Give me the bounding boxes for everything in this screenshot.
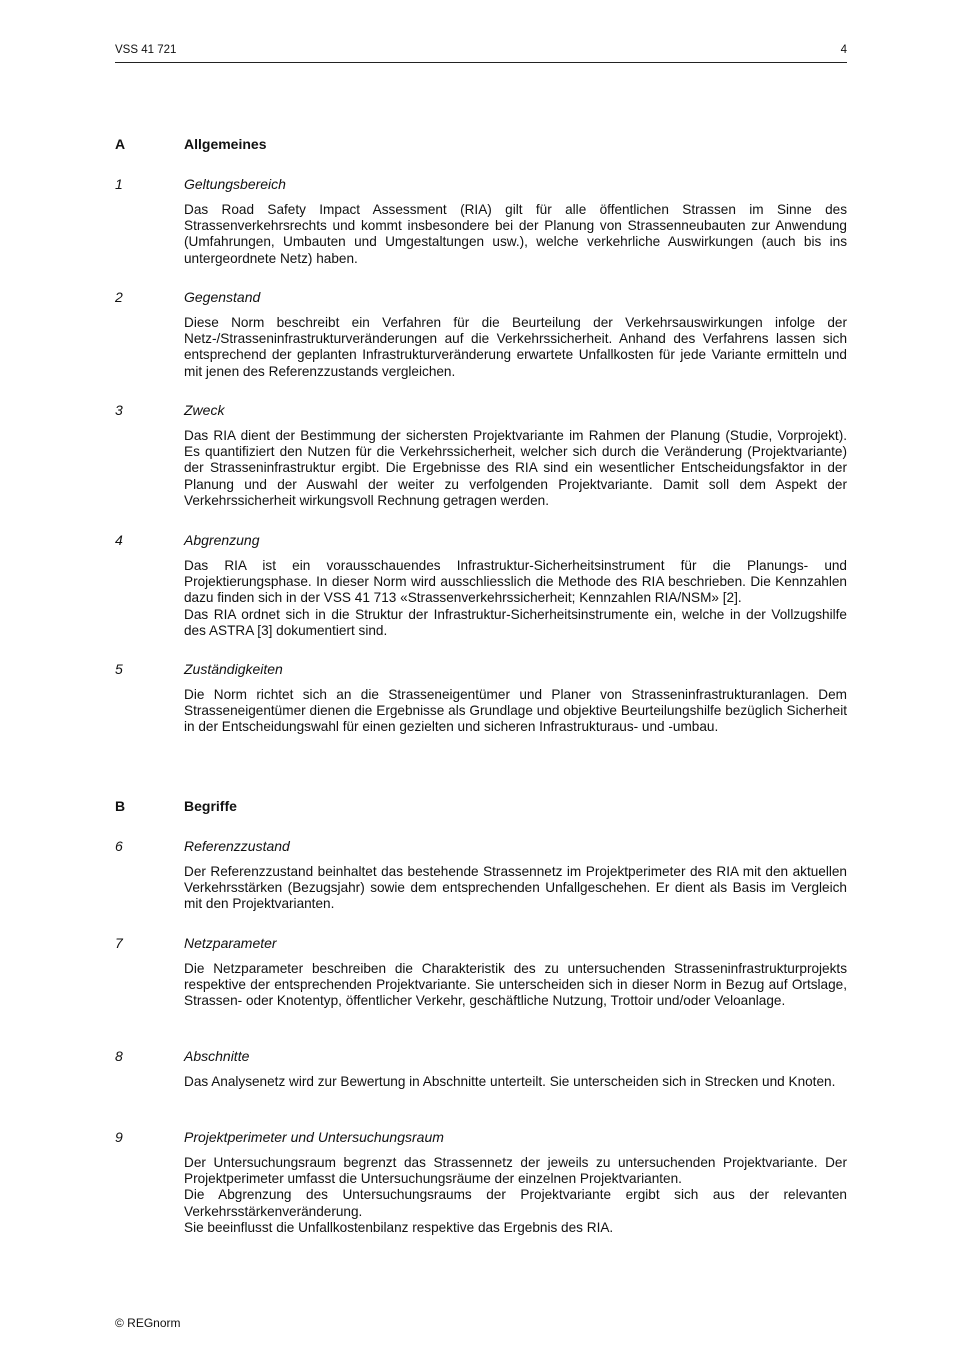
section-letter: B <box>115 798 126 814</box>
clause-title: Projektperimeter und Untersuchungsraum <box>184 1129 444 1145</box>
clause-title: Netzparameter <box>184 935 277 951</box>
clause-number: 7 <box>115 935 123 951</box>
clause-body <box>184 687 847 736</box>
clause-title: Zweck <box>184 402 225 418</box>
clause-number: 2 <box>115 289 123 305</box>
clause-title: Abschnitte <box>184 1048 250 1064</box>
footer-copyright: © REGnorm <box>115 1316 181 1330</box>
clause-body <box>184 202 847 267</box>
clause-number: 4 <box>115 532 123 548</box>
clause-number: 6 <box>115 838 123 854</box>
paragraph: Die Abgrenzung des Untersuchungsraums der Projektvariante ergibt sich aus der relevanten Verkehrsstärkenveränderung. <box>184 1187 847 1219</box>
clause-number: 1 <box>115 176 123 192</box>
paragraph: Der Untersuchungsraum begrenzt das Strassennetz der jeweils zu untersuchenden Projektvariante. Der Projektperimeter umfasst die Untersuchungsräume der einzelnen Projektvarianten. <box>184 1155 847 1187</box>
section-title: Allgemeines <box>184 136 267 152</box>
clause-title: Abgrenzung <box>184 532 260 548</box>
paragraph: Diese Norm beschreibt ein Verfahren für die Beurteilung der Verkehrsauswirkungen infolge der Netz-/Strasseninfrastrukturveränderungen auf die Verkehrssicherheit. Anhand des Verfahrens lassen sich entsprechend der geplanten Infrastrukturveränderung erwartete Unfallkosten für jede Variante ermitteln und mit jenen des Referenzzustands vergleichen. <box>184 315 847 379</box>
paragraph: Das Analysenetz wird zur Bewertung in Abschnitte unterteilt. Sie unterscheiden sich in Strecken und Knoten. <box>184 1074 836 1089</box>
clause-number: 9 <box>115 1129 123 1145</box>
clause-title: Referenzzustand <box>184 838 290 854</box>
clause-title: Gegenstand <box>184 289 261 305</box>
clause-body <box>184 864 847 913</box>
clause-body <box>184 558 847 639</box>
paragraph: Die Netzparameter beschreiben die Charakteristik des zu untersuchenden Strasseninfrastrukturprojekts respektive der entsprechenden Projektvariante. Sie unterscheiden sich in dieser Norm in Bezug auf Ortslage, Strassen- oder Knotentyp, öffentlicher Verkehr, geschäftliche Nutzung, Trottoir und/oder Veloanlage. <box>184 961 847 1009</box>
page-number: 4 <box>840 44 847 56</box>
clause-body <box>184 1155 847 1236</box>
paragraph: Das RIA ist ein vorausschauendes Infrastruktur-Sicherheitsinstrument für die Planungs- und Projektierungsphase. In dieser Norm wird ausschliesslich die Methode des RIA beschrieben. Die Kennzahlen dazu finden sich in der VSS 41 713 «Strassenverkehrssicherheit; Kennzahlen RIA/NSM» [2]. <box>184 558 847 606</box>
paragraph: Die Norm richtet sich an die Strasseneigentümer und Planer von Strasseninfrastrukturanlagen. Dem Strasseneigentümer dienen die Ergebnisse als Grundlage und objektive Beurteilungshilfe bezüglich Sicherheit in der Entscheidungswahl für einen gezielten und sicheren Infrastrukturaus- und -umbau. <box>184 687 847 735</box>
paragraph: Sie beeinflusst die Unfallkostenbilanz respektive das Ergebnis des RIA. <box>184 1219 614 1235</box>
clause-body <box>184 1074 847 1090</box>
paragraph: Das RIA ordnet sich in die Struktur der Infrastruktur-Sicherheitsinstrumente ein, welche in der Vollzugshilfe des ASTRA [3] dokumentiert sind. <box>184 606 847 638</box>
clause-title: Geltungsbereich <box>184 176 286 192</box>
section-letter: A <box>115 136 126 152</box>
clause-number: 5 <box>115 661 123 677</box>
paragraph: Der Referenzzustand beinhaltet das bestehende Strassennetz im Projektperimeter des RIA mit den aktuellen Verkehrsstärken (Bezugsjahr) sowie dem entsprechenden Unfallgeschehen. Er dient als Basis im Vergleich mit den Projektvarianten. <box>184 864 847 912</box>
paragraph: Das RIA dient der Bestimmung der sichersten Projektvariante im Rahmen der Planung (Studie, Vorprojekt). Es quantifiziert den Nutzen für die Verkehrssicherheit, welcher sich durch die Veränderung (Projektvariante) der Strasseninfrastruktur ergibt. Die Ergebnisse des RIA sind ein wesentlicher Entscheidungsfaktor in der Planung und der Auswahl der weiter zu verfolgenden Projektvariante. Damit soll dem Aspekt der Verkehrssicherheit wirkungsvoll Rechnung getragen werden. <box>184 428 847 508</box>
clause-number: 3 <box>115 402 123 418</box>
section-title: Begriffe <box>184 798 237 814</box>
clause-body <box>184 961 847 1010</box>
page-header <box>115 42 847 63</box>
document-id: VSS 41 721 <box>115 44 177 56</box>
clause-body <box>184 315 847 380</box>
clause-number: 8 <box>115 1048 123 1064</box>
paragraph: Das Road Safety Impact Assessment (RIA) gilt für alle öffentlichen Strassen im Sinne des Strassenverkehrsrechts und kommt insbesondere bei der Planung von Strassenneubauten zur Anwendung (Umfahrungen, Umbauten und Umgestaltungen usw.), welche verkehrliche Auswirkungen (auch bis ins untergeordnete Netz) haben. <box>184 202 847 266</box>
clause-body <box>184 428 847 509</box>
clause-title: Zuständigkeiten <box>184 661 283 677</box>
